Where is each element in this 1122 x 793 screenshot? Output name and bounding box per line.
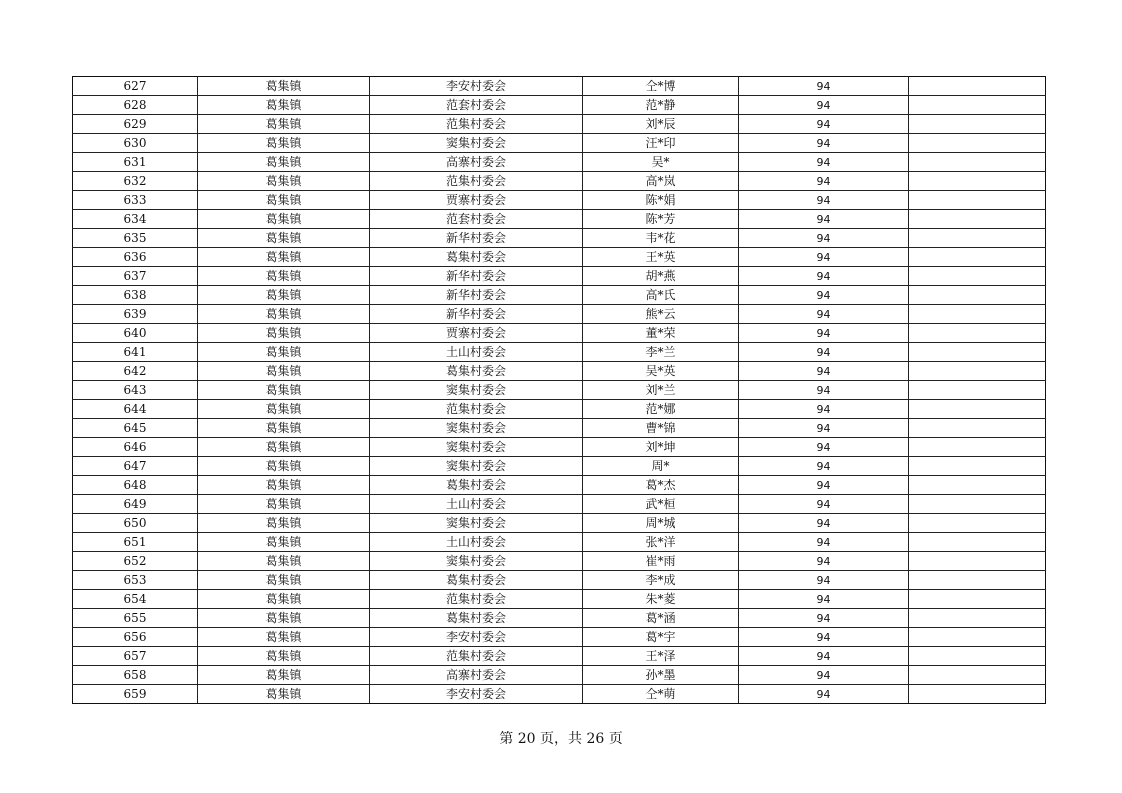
note-cell <box>909 210 1046 229</box>
town-cell: 葛集镇 <box>198 571 370 590</box>
note-cell <box>909 495 1046 514</box>
row-number-cell: 628 <box>73 96 198 115</box>
table-row <box>73 400 1046 419</box>
person-name-cell: 葛*宇 <box>583 628 739 647</box>
table-row <box>73 381 1046 400</box>
town-cell: 葛集镇 <box>198 172 370 191</box>
town-cell: 葛集镇 <box>198 362 370 381</box>
note-cell <box>909 609 1046 628</box>
note-cell <box>909 134 1046 153</box>
score-cell: 94 <box>739 419 909 438</box>
note-cell <box>909 552 1046 571</box>
table-row <box>73 457 1046 476</box>
town-cell: 葛集镇 <box>198 267 370 286</box>
village-committee-cell: 范集村委会 <box>370 172 583 191</box>
table-row <box>73 286 1046 305</box>
town-cell: 葛集镇 <box>198 438 370 457</box>
village-committee-cell: 窦集村委会 <box>370 381 583 400</box>
row-number-cell: 632 <box>73 172 198 191</box>
score-cell: 94 <box>739 381 909 400</box>
score-cell: 94 <box>739 153 909 172</box>
score-cell: 94 <box>739 305 909 324</box>
town-cell: 葛集镇 <box>198 210 370 229</box>
village-committee-cell: 范套村委会 <box>370 210 583 229</box>
person-name-cell: 陈*娟 <box>583 191 739 210</box>
row-number-cell: 650 <box>73 514 198 533</box>
table-row <box>73 438 1046 457</box>
row-number-cell: 636 <box>73 248 198 267</box>
row-number-cell: 644 <box>73 400 198 419</box>
village-committee-cell: 葛集村委会 <box>370 248 583 267</box>
town-cell: 葛集镇 <box>198 381 370 400</box>
person-name-cell: 陈*芳 <box>583 210 739 229</box>
person-name-cell: 汪*印 <box>583 134 739 153</box>
village-committee-cell: 高寨村委会 <box>370 666 583 685</box>
village-committee-cell: 范套村委会 <box>370 96 583 115</box>
row-number-cell: 658 <box>73 666 198 685</box>
person-name-cell: 熊*云 <box>583 305 739 324</box>
village-committee-cell: 窦集村委会 <box>370 438 583 457</box>
village-committee-cell: 葛集村委会 <box>370 609 583 628</box>
person-name-cell: 胡*燕 <box>583 267 739 286</box>
village-committee-cell: 土山村委会 <box>370 495 583 514</box>
row-number-cell: 657 <box>73 647 198 666</box>
village-committee-cell: 窦集村委会 <box>370 419 583 438</box>
note-cell <box>909 362 1046 381</box>
village-committee-cell: 土山村委会 <box>370 343 583 362</box>
table-row <box>73 628 1046 647</box>
row-number-cell: 648 <box>73 476 198 495</box>
person-name-cell: 范*静 <box>583 96 739 115</box>
table-row <box>73 248 1046 267</box>
table-row <box>73 324 1046 343</box>
row-number-cell: 654 <box>73 590 198 609</box>
person-name-cell: 吴*英 <box>583 362 739 381</box>
person-name-cell: 高*岚 <box>583 172 739 191</box>
score-cell: 94 <box>739 210 909 229</box>
town-cell: 葛集镇 <box>198 305 370 324</box>
page-number-footer: 第 20 页，共 26 页 <box>499 731 623 747</box>
person-name-cell: 吴* <box>583 153 739 172</box>
row-number-cell: 646 <box>73 438 198 457</box>
table-row <box>73 343 1046 362</box>
town-cell: 葛集镇 <box>198 628 370 647</box>
town-cell: 葛集镇 <box>198 134 370 153</box>
town-cell: 葛集镇 <box>198 229 370 248</box>
town-cell: 葛集镇 <box>198 248 370 267</box>
table-row <box>73 666 1046 685</box>
note-cell <box>909 96 1046 115</box>
village-committee-cell: 窦集村委会 <box>370 457 583 476</box>
row-number-cell: 642 <box>73 362 198 381</box>
table-row <box>73 210 1046 229</box>
score-cell: 94 <box>739 248 909 267</box>
village-committee-cell: 范集村委会 <box>370 400 583 419</box>
note-cell <box>909 457 1046 476</box>
person-name-cell: 孙*墨 <box>583 666 739 685</box>
score-cell: 94 <box>739 571 909 590</box>
note-cell <box>909 438 1046 457</box>
note-cell <box>909 400 1046 419</box>
village-committee-cell: 范集村委会 <box>370 647 583 666</box>
village-committee-cell: 土山村委会 <box>370 533 583 552</box>
score-cell: 94 <box>739 343 909 362</box>
row-number-cell: 638 <box>73 286 198 305</box>
town-cell: 葛集镇 <box>198 533 370 552</box>
town-cell: 葛集镇 <box>198 153 370 172</box>
table-row <box>73 115 1046 134</box>
note-cell <box>909 590 1046 609</box>
table-row <box>73 590 1046 609</box>
person-name-cell: 范*娜 <box>583 400 739 419</box>
score-cell: 94 <box>739 476 909 495</box>
score-cell: 94 <box>739 647 909 666</box>
town-cell: 葛集镇 <box>198 495 370 514</box>
table-row <box>73 609 1046 628</box>
person-name-cell: 张*洋 <box>583 533 739 552</box>
town-cell: 葛集镇 <box>198 286 370 305</box>
town-cell: 葛集镇 <box>198 191 370 210</box>
score-cell: 94 <box>739 457 909 476</box>
row-number-cell: 647 <box>73 457 198 476</box>
person-name-cell: 朱*菱 <box>583 590 739 609</box>
person-name-cell: 曹*锦 <box>583 419 739 438</box>
row-number-cell: 640 <box>73 324 198 343</box>
village-committee-cell: 窦集村委会 <box>370 514 583 533</box>
score-cell: 94 <box>739 685 909 704</box>
score-cell: 94 <box>739 134 909 153</box>
note-cell <box>909 533 1046 552</box>
score-cell: 94 <box>739 533 909 552</box>
table-row <box>73 134 1046 153</box>
town-cell: 葛集镇 <box>198 324 370 343</box>
score-cell: 94 <box>739 172 909 191</box>
town-cell: 葛集镇 <box>198 400 370 419</box>
score-cell: 94 <box>739 229 909 248</box>
note-cell <box>909 172 1046 191</box>
score-cell: 94 <box>739 666 909 685</box>
note-cell <box>909 647 1046 666</box>
roster-table-body <box>73 77 1046 704</box>
row-number-cell: 655 <box>73 609 198 628</box>
table-row <box>73 362 1046 381</box>
person-name-cell: 葛*涵 <box>583 609 739 628</box>
town-cell: 葛集镇 <box>198 96 370 115</box>
note-cell <box>909 666 1046 685</box>
town-cell: 葛集镇 <box>198 514 370 533</box>
person-name-cell: 王*泽 <box>583 647 739 666</box>
person-name-cell: 董*荣 <box>583 324 739 343</box>
score-cell: 94 <box>739 552 909 571</box>
table-row <box>73 647 1046 666</box>
town-cell: 葛集镇 <box>198 77 370 96</box>
person-name-cell: 崔*雨 <box>583 552 739 571</box>
note-cell <box>909 514 1046 533</box>
village-committee-cell: 高寨村委会 <box>370 153 583 172</box>
note-cell <box>909 286 1046 305</box>
town-cell: 葛集镇 <box>198 115 370 134</box>
note-cell <box>909 343 1046 362</box>
row-number-cell: 631 <box>73 153 198 172</box>
village-committee-cell: 葛集村委会 <box>370 571 583 590</box>
note-cell <box>909 77 1046 96</box>
town-cell: 葛集镇 <box>198 552 370 571</box>
row-number-cell: 629 <box>73 115 198 134</box>
table-row <box>73 305 1046 324</box>
table-row <box>73 229 1046 248</box>
note-cell <box>909 685 1046 704</box>
village-committee-cell: 贾寨村委会 <box>370 324 583 343</box>
village-committee-cell: 新华村委会 <box>370 267 583 286</box>
village-committee-cell: 新华村委会 <box>370 286 583 305</box>
village-committee-cell: 范集村委会 <box>370 590 583 609</box>
person-name-cell: 周* <box>583 457 739 476</box>
person-name-cell: 高*氏 <box>583 286 739 305</box>
note-cell <box>909 324 1046 343</box>
score-cell: 94 <box>739 514 909 533</box>
note-cell <box>909 115 1046 134</box>
village-committee-cell: 李安村委会 <box>370 685 583 704</box>
table-row <box>73 571 1046 590</box>
score-cell: 94 <box>739 267 909 286</box>
row-number-cell: 633 <box>73 191 198 210</box>
note-cell <box>909 191 1046 210</box>
person-name-cell: 刘*辰 <box>583 115 739 134</box>
note-cell <box>909 476 1046 495</box>
person-name-cell: 李*成 <box>583 571 739 590</box>
row-number-cell: 627 <box>73 77 198 96</box>
village-committee-cell: 窦集村委会 <box>370 134 583 153</box>
score-cell: 94 <box>739 115 909 134</box>
person-name-cell: 仝*博 <box>583 77 739 96</box>
person-name-cell: 刘*坤 <box>583 438 739 457</box>
row-number-cell: 659 <box>73 685 198 704</box>
person-name-cell: 葛*杰 <box>583 476 739 495</box>
score-cell: 94 <box>739 286 909 305</box>
note-cell <box>909 628 1046 647</box>
row-number-cell: 630 <box>73 134 198 153</box>
note-cell <box>909 381 1046 400</box>
score-cell: 94 <box>739 362 909 381</box>
score-cell: 94 <box>739 590 909 609</box>
town-cell: 葛集镇 <box>198 666 370 685</box>
person-name-cell: 刘*兰 <box>583 381 739 400</box>
village-committee-cell: 李安村委会 <box>370 77 583 96</box>
village-committee-cell: 窦集村委会 <box>370 552 583 571</box>
town-cell: 葛集镇 <box>198 419 370 438</box>
score-cell: 94 <box>739 324 909 343</box>
score-cell: 94 <box>739 96 909 115</box>
table-row <box>73 191 1046 210</box>
table-row <box>73 514 1046 533</box>
table-row <box>73 419 1046 438</box>
row-number-cell: 652 <box>73 552 198 571</box>
row-number-cell: 651 <box>73 533 198 552</box>
note-cell <box>909 571 1046 590</box>
score-cell: 94 <box>739 628 909 647</box>
row-number-cell: 653 <box>73 571 198 590</box>
row-number-cell: 649 <box>73 495 198 514</box>
note-cell <box>909 248 1046 267</box>
person-name-cell: 武*桓 <box>583 495 739 514</box>
row-number-cell: 634 <box>73 210 198 229</box>
person-name-cell: 韦*花 <box>583 229 739 248</box>
roster-table <box>72 76 1046 704</box>
person-name-cell: 仝*萌 <box>583 685 739 704</box>
town-cell: 葛集镇 <box>198 647 370 666</box>
score-cell: 94 <box>739 77 909 96</box>
village-committee-cell: 新华村委会 <box>370 229 583 248</box>
note-cell <box>909 229 1046 248</box>
town-cell: 葛集镇 <box>198 476 370 495</box>
note-cell <box>909 305 1046 324</box>
table-row <box>73 96 1046 115</box>
table-row <box>73 533 1046 552</box>
row-number-cell: 645 <box>73 419 198 438</box>
village-committee-cell: 新华村委会 <box>370 305 583 324</box>
table-row <box>73 267 1046 286</box>
table-row <box>73 172 1046 191</box>
person-name-cell: 李*兰 <box>583 343 739 362</box>
village-committee-cell: 葛集村委会 <box>370 362 583 381</box>
row-number-cell: 641 <box>73 343 198 362</box>
row-number-cell: 643 <box>73 381 198 400</box>
score-cell: 94 <box>739 400 909 419</box>
row-number-cell: 639 <box>73 305 198 324</box>
town-cell: 葛集镇 <box>198 457 370 476</box>
score-cell: 94 <box>739 609 909 628</box>
table-row <box>73 77 1046 96</box>
row-number-cell: 637 <box>73 267 198 286</box>
table-row <box>73 685 1046 704</box>
table-row <box>73 476 1046 495</box>
village-committee-cell: 葛集村委会 <box>370 476 583 495</box>
person-name-cell: 周*城 <box>583 514 739 533</box>
person-name-cell: 王*英 <box>583 248 739 267</box>
village-committee-cell: 李安村委会 <box>370 628 583 647</box>
score-cell: 94 <box>739 495 909 514</box>
table-row <box>73 495 1046 514</box>
note-cell <box>909 153 1046 172</box>
row-number-cell: 635 <box>73 229 198 248</box>
row-number-cell: 656 <box>73 628 198 647</box>
table-row <box>73 153 1046 172</box>
note-cell <box>909 419 1046 438</box>
village-committee-cell: 范集村委会 <box>370 115 583 134</box>
note-cell <box>909 267 1046 286</box>
town-cell: 葛集镇 <box>198 609 370 628</box>
town-cell: 葛集镇 <box>198 685 370 704</box>
town-cell: 葛集镇 <box>198 590 370 609</box>
score-cell: 94 <box>739 438 909 457</box>
village-committee-cell: 贾寨村委会 <box>370 191 583 210</box>
score-cell: 94 <box>739 191 909 210</box>
town-cell: 葛集镇 <box>198 343 370 362</box>
table-row <box>73 552 1046 571</box>
